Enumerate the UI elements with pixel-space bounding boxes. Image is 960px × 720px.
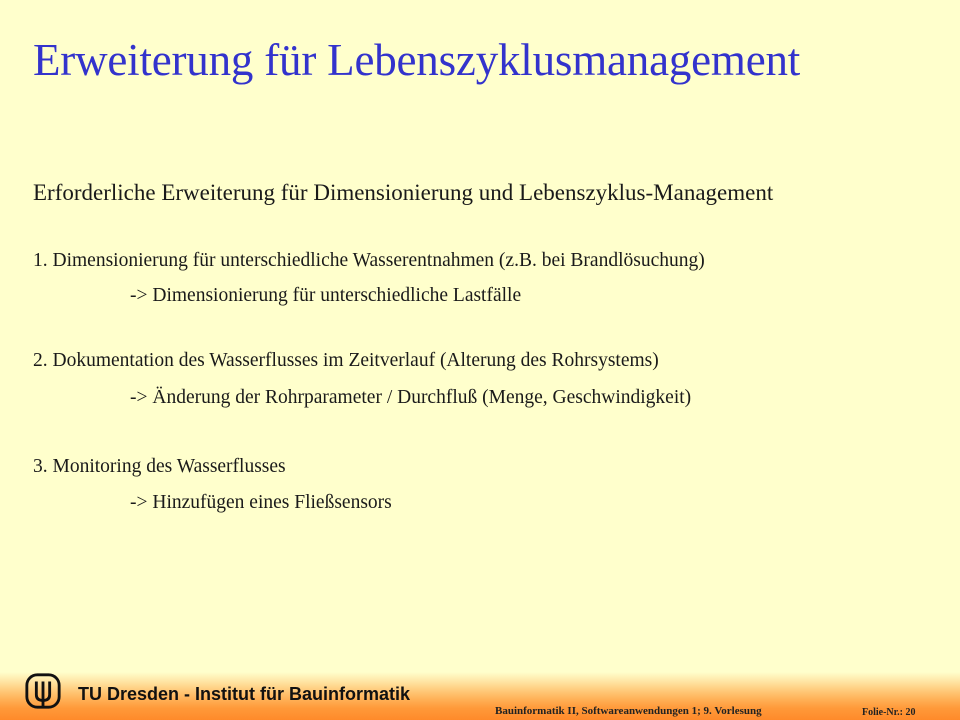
list-item-1: 1. Dimensionierung für unterschiedliche Wasserentnahmen (z.B. bei Brandlösuchung) <box>33 250 705 271</box>
tu-dresden-logo-icon <box>24 672 62 710</box>
footer-course: Bauinformatik II, Softwareanwendungen 1; 9. Vorlesung <box>495 705 762 717</box>
list-item-3-sub: -> Hinzufügen eines Fließsensors <box>130 492 392 513</box>
list-item-1-sub: -> Dimensionierung für unterschiedliche Lastfälle <box>130 285 522 306</box>
footer-slide-number: Folie-Nr.: 20 <box>862 707 916 718</box>
slide-title: Erweiterung für Lebenszyklusmanagement <box>33 35 801 85</box>
list-item-2: 2. Dokumentation des Wasserflusses im Zeitverlauf (Alterung des Rohrsystems) <box>33 350 659 371</box>
slide-subtitle: Erforderliche Erweiterung für Dimensionierung und Lebenszyklus-Management <box>33 180 774 205</box>
footer-institute: TU Dresden - Institut für Bauinformatik <box>78 684 411 704</box>
list-item-2-sub: -> Änderung der Rohrparameter / Durchfluß (Menge, Geschwindigkeit) <box>130 387 692 408</box>
list-item-3: 3. Monitoring des Wasserflusses <box>33 456 286 477</box>
